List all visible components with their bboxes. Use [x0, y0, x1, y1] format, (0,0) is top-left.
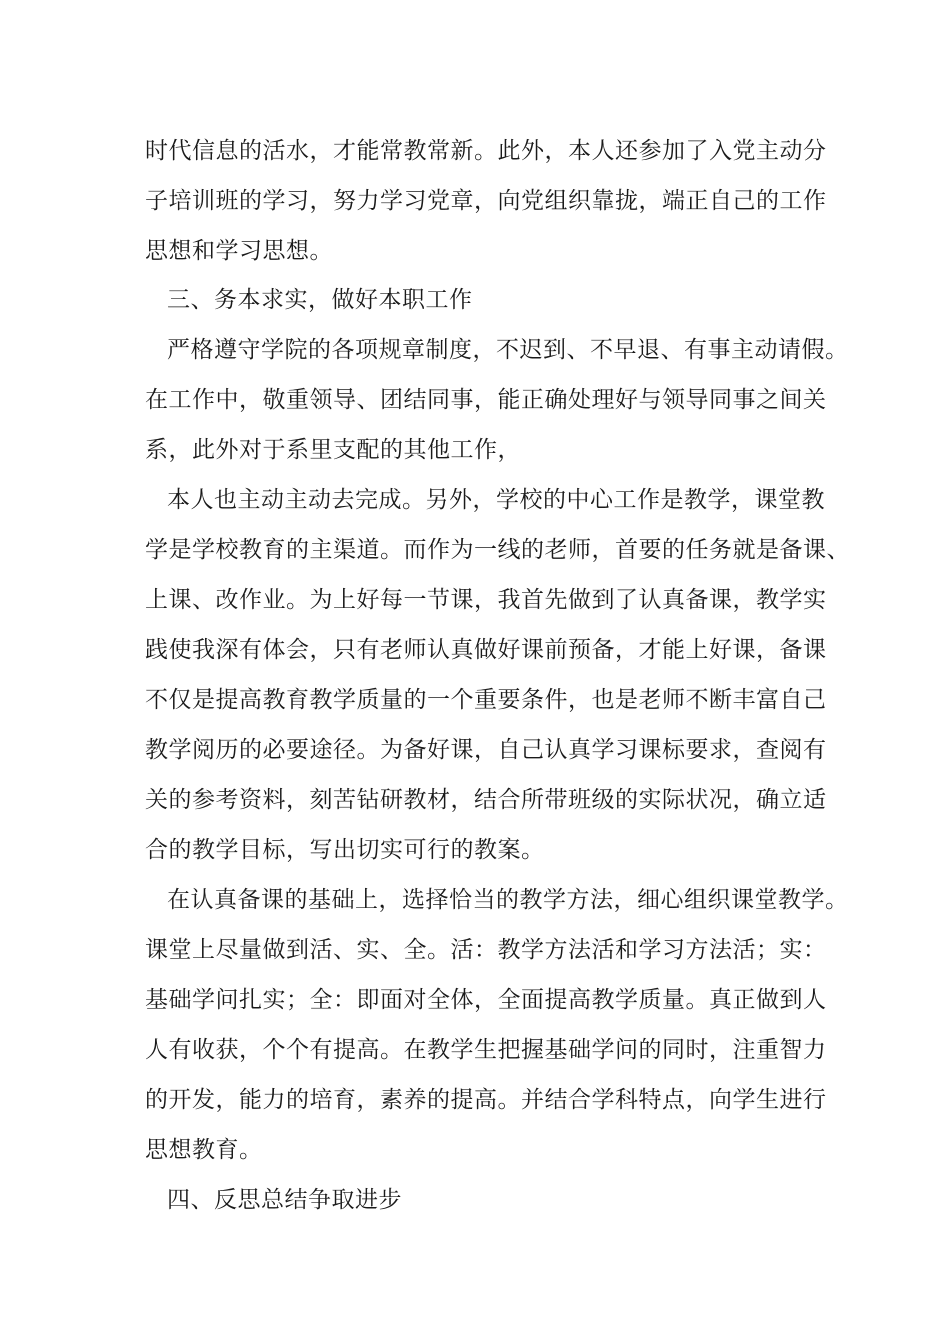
body-text-line: 子培训班的学习，努力学习党章，向党组织靠拢，端正自己的工作	[145, 188, 827, 214]
section-heading: 四、反思总结争取进步	[167, 1187, 402, 1213]
body-text-line: 教学阅历的必要途径。为备好课，自己认真学习课标要求，查阅有	[145, 737, 827, 763]
body-text-line: 不仅是提高教育教学质量的一个重要条件，也是老师不断丰富自己	[145, 687, 827, 713]
body-text-line: 的开发，能力的培育，素养的提高。并结合学科特点，向学生进行	[145, 1087, 827, 1113]
body-text-line: 基础学问扎实；全：即面对全体，全面提高教学质量。真正做到人	[145, 987, 827, 1013]
body-text-line: 思想和学习思想。	[145, 238, 333, 264]
body-text-line: 本人也主动主动去完成。另外，学校的中心工作是教学，课堂教	[167, 487, 825, 513]
body-text-line: 在认真备课的基础上，选择恰当的教学方法，细心组织课堂教学。	[167, 887, 849, 913]
body-text-line: 上课、改作业。为上好每一节课，我首先做到了认真备课，教学实	[145, 587, 827, 613]
body-text-line: 人有收获，个个有提高。在教学生把握基础学问的同时，注重智力	[145, 1037, 827, 1063]
section-heading: 三、务本求实，做好本职工作	[167, 287, 473, 313]
body-text-line: 严格遵守学院的各项规章制度，不迟到、不早退、有事主动请假。	[167, 337, 849, 363]
body-text-line: 时代信息的活水，才能常教常新。此外，本人还参加了入党主动分	[145, 138, 827, 164]
body-text-line: 系，此外对于系里支配的其他工作，	[145, 437, 521, 463]
body-text-line: 合的教学目标，写出切实可行的教案。	[145, 837, 545, 863]
body-text-line: 关的参考资料，刻苦钻研教材，结合所带班级的实际状况，确立适	[145, 787, 827, 813]
body-text-line: 践使我深有体会，只有老师认真做好课前预备，才能上好课，备课	[145, 637, 827, 663]
body-text-line: 在工作中，敬重领导、团结同事，能正确处理好与领导同事之间关	[145, 387, 827, 413]
body-text-line: 思想教育。	[145, 1137, 263, 1163]
body-text-line: 学是学校教育的主渠道。而作为一线的老师，首要的任务就是备课、	[145, 537, 850, 563]
body-text-line: 课堂上尽量做到活、实、全。活：教学方法活和学习方法活；实：	[145, 937, 827, 963]
